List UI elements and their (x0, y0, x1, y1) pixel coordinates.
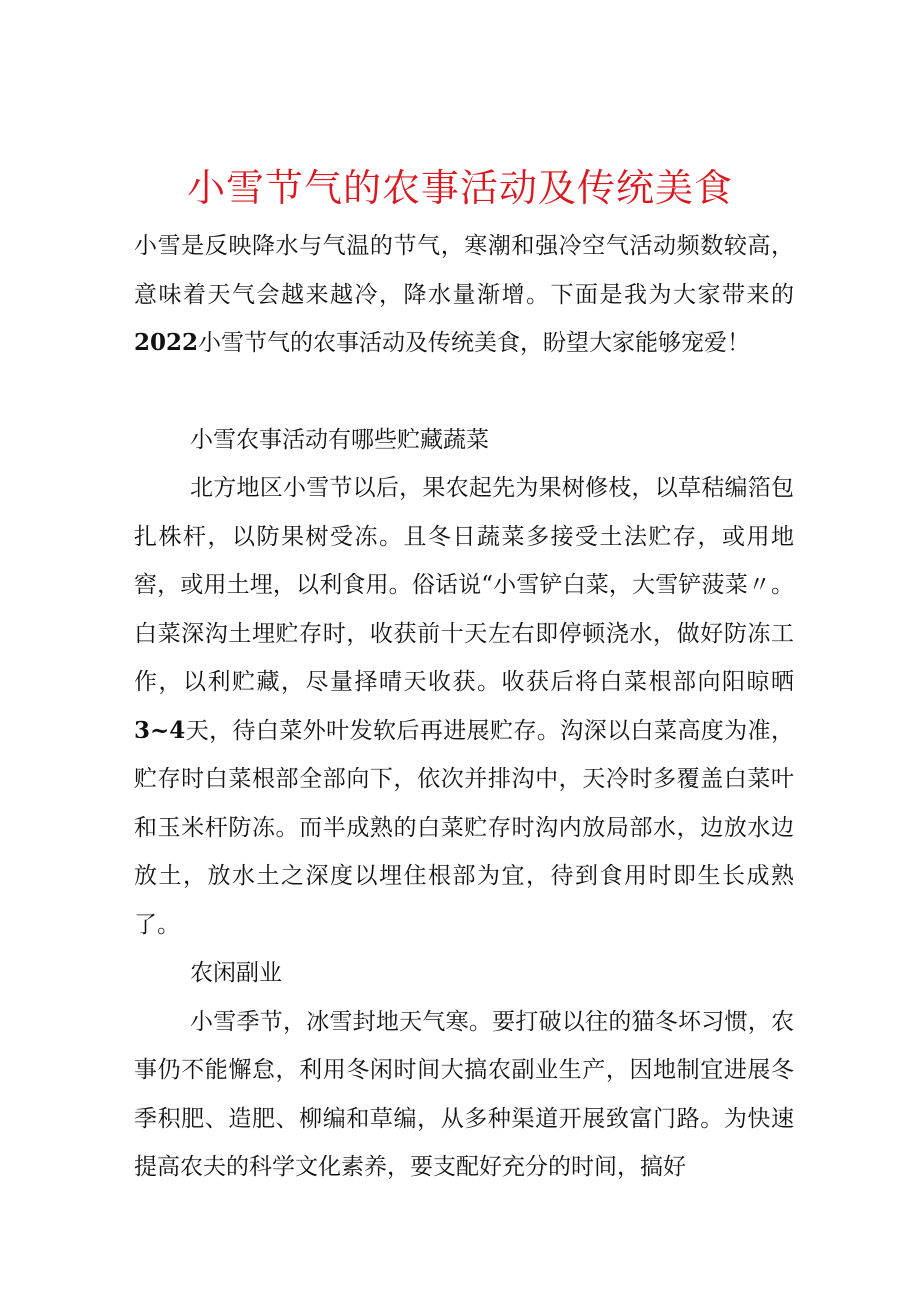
document-title: 小雪节气的农事活动及传统美食 (186, 166, 733, 210)
storage-text-start: 北方地区小雪节以后，果农起先为果树修枝，以草秸编箔包扎株杆，以防果树受冻。且冬日蔬菜多接受土法贮存，或用地窖，或用土埋，以利食用。俗话说“小雪铲白菜，大雪铲菠菜〃。白菜深沟土埋贮存时，收获前十天左右即停顿浇水，做好防冻工作，以利贮藏，尽量择晴天收获。收获后将白菜根部向阳晾晒 (134, 475, 794, 695)
intro-paragraph (134, 222, 794, 368)
intro-text-end: 小雪节气的农事活动及传统美食，盼望大家能够宠爱！ (198, 330, 751, 356)
section-paragraph-sideline: 小雪季节，冰雪封地天气寒。要打破以往的猫冬坏习惯，农事仍不能懈怠，利用冬闲时间大搞农副业生产，因地制宜进展冬季积肥、造肥、柳编和草编，从多种渠道开展致富门路。为快速提高农夫的科学文化素养，要支配好充分的时间，搞好 (134, 1008, 794, 1180)
document-body (134, 222, 794, 1192)
paragraph-gap (134, 368, 794, 416)
section-heading-sideline: 农闲副业 (190, 960, 282, 986)
intro-year: 2022 (134, 329, 199, 356)
section-heading-storage: 小雪农事活动有哪些贮藏蔬菜 (190, 426, 489, 453)
intro-text: 小雪是反映降水与气温的节气，寒潮和强冷空气活动频数较高，意味着天气会越来越冷，降水量渐增。下面是我为大家带来的 (134, 233, 794, 308)
storage-days: 3~4 (134, 716, 186, 744)
section-paragraph-storage (134, 464, 794, 949)
storage-text-end: 天，待白菜外叶发软后再进展贮存。沟深以白菜高度为准，贮存时白菜根部全部向下，依次并排沟中，天冷时多覆盖白菜叶和玉米杆防冻。而半成熟的白菜贮存时沟内放局部水，边放水边放土，放水土之深度以埋住根部为宜，待到食用时即生长成熟了。 (134, 717, 794, 938)
